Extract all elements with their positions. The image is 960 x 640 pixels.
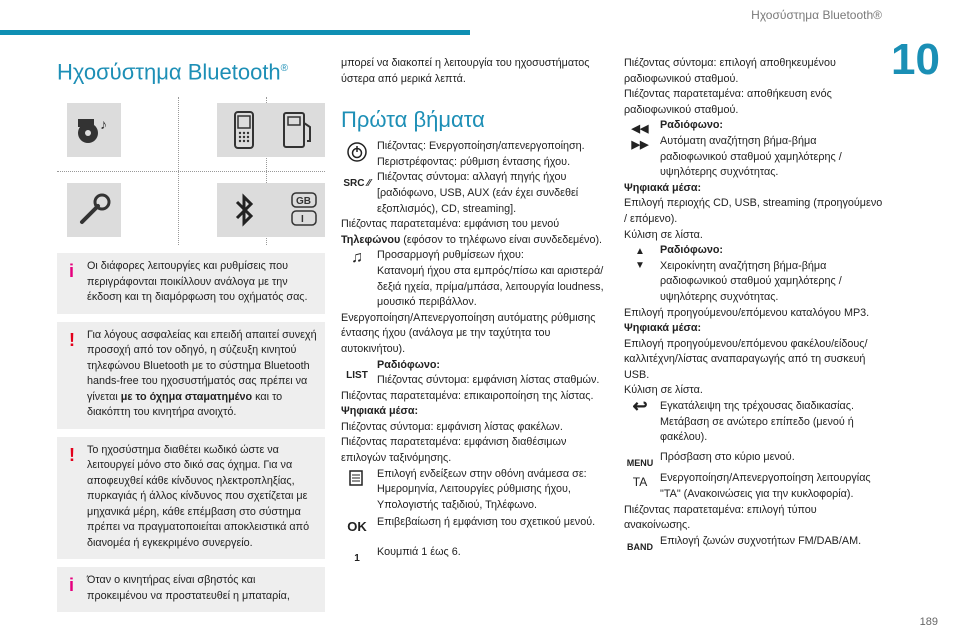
band-instruction: BAND Επιλογή ζωνών συχνοτήτων FM/DAB/AM. bbox=[624, 534, 884, 550]
page-title bbox=[57, 56, 325, 85]
warning-note: ! Το ηχοσύστημα διαθέτει κωδικό ώστε να λειτουργεί μόνο στο δικό σας όχημα. Για να αποφευχθεί κάθε κίνδυνος ηλεκτροπληξίας, πυρκαγιάς ή άλλος κίνδυνος που σχετίζεται με μηχανικά μέρη, κάθε επέμβαση στο σύστημα πρέπει να πραγματοποιείται αποκλειστικά από διανομέα ή εγκεκριμένο συνεργείο. bbox=[57, 437, 325, 560]
settings-wrench-icon bbox=[67, 183, 121, 237]
ta-button-label: TA bbox=[632, 475, 648, 490]
power-instruction: Πιέζοντας: Ενεργοποίηση/απενεργοποίηση. Περιστρέφοντας: ρύθμιση έντασης ήχου. bbox=[341, 139, 611, 170]
ok-instruction: OK Επιβεβαίωση ή εμφάνιση του σχετικού μενού. bbox=[341, 515, 611, 531]
registered-mark: ® bbox=[280, 63, 289, 74]
seek-arrows-icon: ◀◀ ▶▶ bbox=[631, 123, 649, 151]
info-icon: i bbox=[69, 261, 75, 282]
column-1 bbox=[57, 56, 325, 612]
svg-text:I: I bbox=[301, 214, 304, 226]
ok-button-label: OK bbox=[347, 519, 367, 535]
display-instruction: Επιλογή ενδείξεων στην οθόνη ανάμεσα σε: Ημερομηνία, Λειτουργίες ρύθμισης ήχου, Υπολογιστής ταξιδιού, Τηλέφωνο. bbox=[341, 467, 611, 514]
warning-icon: ! bbox=[69, 329, 75, 350]
header-accent-bar bbox=[0, 30, 470, 35]
mobile-phone-icon bbox=[217, 103, 271, 157]
audio-settings-instruction: ♫ Προσαρμογή ρυθμίσεων ήχου: Κατανομή ήχου στα εμπρός/πίσω και αριστερά/δεξιά ηχεία, πρίμα/μπάσα, λειτουργία loudness, μουσικό περιβάλλον. bbox=[341, 248, 611, 310]
seek-instruction: ◀◀ ▶▶ Ραδιόφωνο: Αυτόματη αναζήτηση βήμα-βήμα ραδιοφωνικού σταθμού χαμηλότερης / υψηλότερης συχνότητας. bbox=[624, 118, 884, 180]
music-note-icon: ♫ bbox=[351, 249, 363, 267]
list-button-label: LIST bbox=[346, 369, 368, 381]
list-instruction: LIST Ραδιόφωνο: Πιέζοντας σύντομα: εμφάνιση λίστας σταθμών. bbox=[341, 358, 611, 389]
section-title: Πρώτα βήματα bbox=[341, 107, 485, 133]
preset-button-label: 1 bbox=[354, 553, 360, 565]
back-instruction: ↩ Εγκατάλειψη της τρέχουσας διαδικασίας. Μετάβαση σε ανώτερο επίπεδο (μενού ή φακέλου). bbox=[624, 399, 884, 446]
info-note: i Οι διάφορες λειτουργίες και ρυθμίσεις που περιγράφονται ποικίλλουν ανάλογα με την έκδοση και τη διαμόρφωση του οχήματός σας. bbox=[57, 253, 325, 314]
fuel-pump-icon bbox=[271, 103, 325, 157]
power-icon bbox=[341, 141, 373, 169]
info-icon: i bbox=[69, 575, 75, 596]
warning-note: ! Για λόγους ασφαλείας και επειδή απαιτεί συνεχή προσοχή από τον οδηγό, η σύζευξη κινητού τηλεφώνου Bluetooth με το σύστημα Bluetooth hands-free του ηχοσυστήματός σας πρέπει να γίνεται με το όχημα σταματημένο και το διακόπτη του κινητήρα ανοιχτό. bbox=[57, 322, 325, 429]
band-button-label: BAND bbox=[627, 541, 653, 552]
preset-buttons-instruction: 1 Κουμπιά 1 έως 6. bbox=[341, 545, 611, 561]
src-icon: SRC ⁄⁄ bbox=[343, 178, 371, 190]
chapter-number: 10 bbox=[891, 35, 940, 84]
page-number: 189 bbox=[919, 616, 938, 628]
feature-icon-grid bbox=[57, 97, 325, 245]
media-player-icon bbox=[67, 103, 121, 157]
column-3: Πιέζοντας σύντομα: επιλογή αποθηκευμένου ραδιοφωνικού σταθμού. Πιέζοντας παρατεταμένα: αποθήκευση ενός ραδιοφωνικού σταθμού. ◀◀ ▶▶ Ραδιόφωνο: Αυτόματη αναζήτηση βήμα-βήμα ραδιοφωνικού σταθμού χαμηλότερης / υψηλότερης συχνότητας. Ψηφιακά μέσα: Επιλογή περιοχής CD, USB, streaming (προηγούμενο / επόμενο). Κύλιση σε λίστα. ▲ ▼ Ραδιόφωνο: Χειροκίνητη αναζήτηση βήμα-βήμα ραδιοφωνικού σταθμού χαμηλότερης / υψηλότερης συχνότητας. Επιλογή προηγούμενου/επόμενου καταλόγου MP3. Ψηφιακά μέσα: Επιλογή προηγούμενου/επόμενου φακέλου/είδους/καλλιτέχνη/λίστας αναπαραγωγής από τη συσκευή USB. Κύλιση σε λίστα. ↩ Εγκατάλειψη της τρέχουσας διαδικασίας. Μετάβαση σε ανώτερο επίπεδο (μενού ή φακέλου). MENU Πρόσβαση στο κύριο μενού. TA Ενεργοποίηση/Απενεργοποίηση λειτουργίας "TA" (Ανακοινώσεις για την κυκλοφορία). Πιέζοντας παρατεταμένα: επιλογή τύπου ανακοίνωσης. BAND Επιλογή ζωνών συχνοτήτων FM/DAB/AM. bbox=[624, 56, 884, 549]
svg-text:GB: GB bbox=[296, 196, 311, 208]
ta-instruction: TA Ενεργοποίηση/Απενεργοποίηση λειτουργίας "TA" (Ανακοινώσεις για την κυκλοφορία). bbox=[624, 471, 884, 502]
bluetooth-icon bbox=[217, 183, 271, 237]
display-select-icon bbox=[341, 469, 373, 495]
intro-continued: μπορεί να διακοπεί η λειτουργία του ηχοσυστήματος ύστερα από μερικά λεπτά. bbox=[341, 57, 590, 85]
page-title-text: Ηχοσύστημα Bluetooth bbox=[57, 59, 281, 85]
menu-instruction: MENU Πρόσβαση στο κύριο μενού. bbox=[624, 450, 884, 466]
gb-info-icon bbox=[271, 183, 325, 237]
menu-button-label: MENU bbox=[626, 457, 654, 468]
info-note: i Όταν ο κινητήρας είναι σβηστός και προκειμένου να προστατευθεί η μπαταρία, bbox=[57, 567, 325, 612]
column-2: μπορεί να διακοπεί η λειτουργία του ηχοσυστήματος ύστερα από μερικά λεπτά. Πρώτα βήματα Πιέζοντας: Ενεργοποίηση/απενεργοποίηση. Περιστρέφοντας: ρύθμιση έντασης ήχου. SRC ⁄⁄ Πιέζοντας σύντομα: αλλαγή πηγής ήχου [ραδιόφωνο, USB, AUX (εάν έχει συνδεθεί εξοπλισμός), CD, streaming]. Πιέζοντας παρατεταμένα: εμφάνιση του μενού Τηλεφώνου (εφόσον το τηλέφωνο είναι συνδεδεμένο). ♫ Προσαρμογή ρυθμίσεων ήχου: Κατανομή ήχου στα εμπρός/πίσω και αριστερά/δεξιά ηχεία, πρίμα/μπάσα, λειτουργία loudness, μουσικό περιβάλλον. Ενεργοποίηση/Απενεργοποίηση αυτόματης ρύθμισης έντασης ήχου (ανάλογα με την ταχύτητα του αυτοκινήτου). LIST Ραδιόφωνο: Πιέζοντας σύντομα: εμφάνιση λίστας σταθμών. Πιέζοντας παρατεταμένα: επικαιροποίηση της λίστας. Ψηφιακά μέσα: Πιέζοντας σύντομα: εμφάνιση λίστας φακέλων. Πιέζοντας παρατεταμένα: εμφάνιση διαθέσιμων επιλογών ταξινόμησης. Επιλογή ενδείξεων στην οθόνη ανάμεσα σε: Ημερομηνία, Λειτουργίες ρύθμισης ήχου, Υπολογιστής ταξιδιού, Τηλέφωνο. OK Επιβεβαίωση ή εμφάνιση του σχετικού μενού. 1 Κουμπιά 1 έως 6. bbox=[341, 56, 611, 561]
warning-icon: ! bbox=[69, 444, 75, 465]
back-arrow-icon: ↩ bbox=[632, 396, 648, 417]
updown-instruction: ▲ ▼ Ραδιόφωνο: Χειροκίνητη αναζήτηση βήμα-βήμα ραδιοφωνικού σταθμού χαμηλότερης / υψηλότερης συχνότητας. bbox=[624, 243, 884, 305]
src-instruction: SRC ⁄⁄ Πιέζοντας σύντομα: αλλαγή πηγής ήχου [ραδιόφωνο, USB, AUX (εάν έχει συνδεθεί εξοπλισμός), CD, streaming]. bbox=[341, 170, 611, 217]
running-header: Ηχοσύστημα Bluetooth® bbox=[751, 8, 882, 22]
up-down-arrows-icon: ▲ ▼ bbox=[635, 246, 645, 272]
svg-text:♪: ♪ bbox=[100, 116, 107, 133]
